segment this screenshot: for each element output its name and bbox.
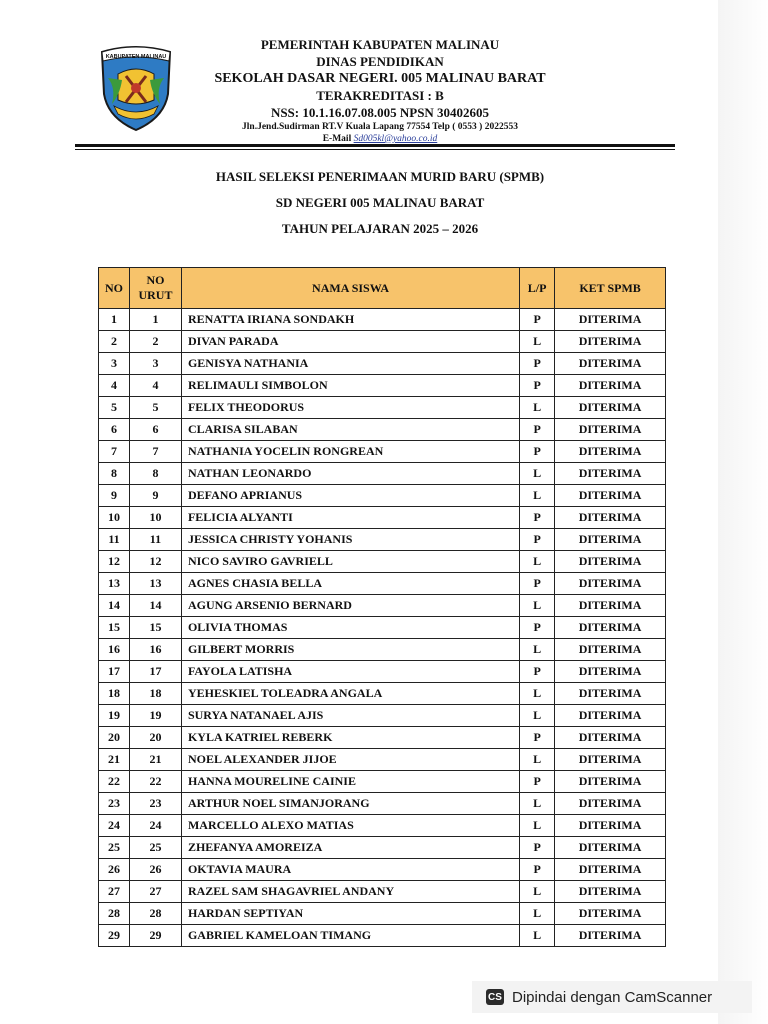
cell-nama: RELIMAULI SIMBOLON xyxy=(181,375,519,397)
cell-ket: DITERIMA xyxy=(555,705,666,727)
cell-ket: DITERIMA xyxy=(555,397,666,419)
dept-line: DINAS PENDIDIKAN xyxy=(316,54,444,69)
cell-urut: 9 xyxy=(129,485,181,507)
cell-lp: P xyxy=(520,573,555,595)
cell-ket: DITERIMA xyxy=(555,595,666,617)
cell-nama: FELICIA ALYANTI xyxy=(181,507,519,529)
cell-nama: RENATTA IRIANA SONDAKH xyxy=(181,309,519,331)
cell-nama: ARTHUR NOEL SIMANJORANG xyxy=(181,793,519,815)
camscanner-text: Dipindai dengan CamScanner xyxy=(512,988,713,1006)
cell-ket: DITERIMA xyxy=(555,925,666,947)
cell-no: 29 xyxy=(99,925,130,947)
cell-lp: L xyxy=(520,793,555,815)
cell-urut: 26 xyxy=(129,859,181,881)
cell-urut: 5 xyxy=(129,397,181,419)
table-row xyxy=(99,881,666,903)
table-row xyxy=(99,837,666,859)
cell-no: 4 xyxy=(99,375,130,397)
cell-ket: DITERIMA xyxy=(555,331,666,353)
cell-lp: L xyxy=(520,881,555,903)
cell-nama: HARDAN SEPTIYAN xyxy=(181,903,519,925)
document-title xyxy=(180,164,580,242)
cell-no: 27 xyxy=(99,881,130,903)
cell-urut: 11 xyxy=(129,529,181,551)
kabupaten-malinau-logo xyxy=(98,44,174,132)
table-row xyxy=(99,683,666,705)
cell-urut: 14 xyxy=(129,595,181,617)
cell-lp: P xyxy=(520,859,555,881)
cell-no: 6 xyxy=(99,419,130,441)
cell-nama: HANNA MOURELINE CAINIE xyxy=(181,771,519,793)
cell-lp: P xyxy=(520,419,555,441)
cell-ket: DITERIMA xyxy=(555,485,666,507)
cell-ket: DITERIMA xyxy=(555,507,666,529)
cell-lp: L xyxy=(520,551,555,573)
col-header-lp: L/P xyxy=(520,268,555,309)
cell-nama: RAZEL SAM SHAGAVRIEL ANDANY xyxy=(181,881,519,903)
gov-line: PEMERINTAH KABUPATEN MALINAU xyxy=(260,37,500,52)
cell-no: 9 xyxy=(99,485,130,507)
cell-lp: P xyxy=(520,727,555,749)
cell-lp: L xyxy=(520,925,555,947)
cell-lp: P xyxy=(520,441,555,463)
col-header-nama: NAMA SISWA xyxy=(181,268,519,309)
cell-ket: DITERIMA xyxy=(555,903,666,925)
cell-urut: 2 xyxy=(129,331,181,353)
cell-lp: L xyxy=(520,639,555,661)
cell-no: 19 xyxy=(99,705,130,727)
cell-ket: DITERIMA xyxy=(555,859,666,881)
cell-no: 8 xyxy=(99,463,130,485)
cell-lp: L xyxy=(520,595,555,617)
address: Jln.Jend.Sudirman RT.V Kuala Lapang 77554 Telp ( 0553 ) 2022553 xyxy=(242,122,518,132)
cell-nama: MARCELLO ALEXO MATIAS xyxy=(181,815,519,837)
table-row xyxy=(99,925,666,947)
cell-urut: 10 xyxy=(129,507,181,529)
cell-urut: 18 xyxy=(129,683,181,705)
cell-lp: P xyxy=(520,529,555,551)
cell-no: 26 xyxy=(99,859,130,881)
cell-urut: 8 xyxy=(129,463,181,485)
page-edge-shadow xyxy=(718,0,768,1024)
cell-lp: P xyxy=(520,353,555,375)
cell-ket: DITERIMA xyxy=(555,353,666,375)
cell-nama: NOEL ALEXANDER JIJOE xyxy=(181,749,519,771)
cell-nama: GILBERT MORRIS xyxy=(181,639,519,661)
cell-no: 16 xyxy=(99,639,130,661)
camscanner-icon: CS xyxy=(486,989,504,1005)
table-body xyxy=(99,309,666,947)
cell-ket: DITERIMA xyxy=(555,661,666,683)
title-line-1: HASIL SELEKSI PENERIMAAN MURID BARU (SPMB) xyxy=(215,169,545,184)
cell-lp: P xyxy=(520,309,555,331)
cell-no: 3 xyxy=(99,353,130,375)
cell-ket: DITERIMA xyxy=(555,881,666,903)
cell-ket: DITERIMA xyxy=(555,419,666,441)
cell-nama: OLIVIA THOMAS xyxy=(181,617,519,639)
cell-lp: P xyxy=(520,661,555,683)
col-header-no-urut xyxy=(129,268,181,309)
table-row xyxy=(99,903,666,925)
header-rule-thick xyxy=(75,144,675,147)
cell-no: 18 xyxy=(99,683,130,705)
cell-ket: DITERIMA xyxy=(555,639,666,661)
table-row xyxy=(99,859,666,881)
table-row xyxy=(99,771,666,793)
cell-nama: DEFANO APRIANUS xyxy=(181,485,519,507)
cell-ket: DITERIMA xyxy=(555,727,666,749)
cell-lp: L xyxy=(520,903,555,925)
cell-urut: 13 xyxy=(129,573,181,595)
table-row xyxy=(99,595,666,617)
table-row xyxy=(99,507,666,529)
school-name: SEKOLAH DASAR NEGERI. 005 MALINAU BARAT xyxy=(214,71,546,86)
cell-no: 12 xyxy=(99,551,130,573)
cell-lp: L xyxy=(520,683,555,705)
cell-nama: GABRIEL KAMELOAN TIMANG xyxy=(181,925,519,947)
header-rule-thin xyxy=(75,149,675,150)
accreditation: TERAKREDITASI : B xyxy=(316,88,444,103)
cell-no: 1 xyxy=(99,309,130,331)
cell-nama: AGUNG ARSENIO BERNARD xyxy=(181,595,519,617)
cell-nama: GENISYA NATHANIA xyxy=(181,353,519,375)
cell-no: 17 xyxy=(99,661,130,683)
cell-ket: DITERIMA xyxy=(555,617,666,639)
table-header-row xyxy=(99,268,666,309)
cell-no: 15 xyxy=(99,617,130,639)
cell-urut: 16 xyxy=(129,639,181,661)
cell-lp: P xyxy=(520,617,555,639)
cell-nama: CLARISA SILABAN xyxy=(181,419,519,441)
cell-lp: L xyxy=(520,705,555,727)
cell-no: 13 xyxy=(99,573,130,595)
cell-no: 7 xyxy=(99,441,130,463)
cell-nama: KYLA KATRIEL REBERK xyxy=(181,727,519,749)
table-row xyxy=(99,375,666,397)
cell-lp: L xyxy=(520,463,555,485)
letterhead xyxy=(180,36,580,145)
title-line-3: TAHUN PELAJARAN 2025 – 2026 xyxy=(281,221,479,236)
title-line-2: SD NEGERI 005 MALINAU BARAT xyxy=(275,195,485,210)
table-row xyxy=(99,639,666,661)
cell-nama: NICO SAVIRO GAVRIELL xyxy=(181,551,519,573)
nss-npsn: NSS: 10.1.16.07.08.005 NPSN 30402605 xyxy=(270,105,490,120)
cell-urut: 3 xyxy=(129,353,181,375)
table-row xyxy=(99,309,666,331)
col-header-no-urut-1: NO xyxy=(146,273,165,287)
cell-ket: DITERIMA xyxy=(555,529,666,551)
cell-urut: 21 xyxy=(129,749,181,771)
cell-lp: L xyxy=(520,815,555,837)
cell-no: 22 xyxy=(99,771,130,793)
table-row xyxy=(99,485,666,507)
table-row xyxy=(99,815,666,837)
table-row xyxy=(99,463,666,485)
cell-urut: 23 xyxy=(129,793,181,815)
cell-ket: DITERIMA xyxy=(555,683,666,705)
table-row xyxy=(99,617,666,639)
cell-urut: 24 xyxy=(129,815,181,837)
cell-nama: FELIX THEODORUS xyxy=(181,397,519,419)
table-row xyxy=(99,705,666,727)
cell-urut: 4 xyxy=(129,375,181,397)
cell-ket: DITERIMA xyxy=(555,463,666,485)
cell-nama: AGNES CHASIA BELLA xyxy=(181,573,519,595)
cell-lp: L xyxy=(520,331,555,353)
cell-lp: P xyxy=(520,771,555,793)
cell-ket: DITERIMA xyxy=(555,771,666,793)
cell-lp: L xyxy=(520,485,555,507)
cell-ket: DITERIMA xyxy=(555,749,666,771)
cell-no: 14 xyxy=(99,595,130,617)
cell-ket: DITERIMA xyxy=(555,837,666,859)
cell-no: 2 xyxy=(99,331,130,353)
cell-nama: NATHANIA YOCELIN RONGREAN xyxy=(181,441,519,463)
table-row xyxy=(99,749,666,771)
cell-urut: 27 xyxy=(129,881,181,903)
table-row xyxy=(99,573,666,595)
cell-urut: 20 xyxy=(129,727,181,749)
cell-ket: DITERIMA xyxy=(555,573,666,595)
col-header-no-urut-2: URUT xyxy=(138,288,173,302)
cell-lp: P xyxy=(520,837,555,859)
cell-nama: YEHESKIEL TOLEADRA ANGALA xyxy=(181,683,519,705)
cell-urut: 15 xyxy=(129,617,181,639)
cell-ket: DITERIMA xyxy=(555,441,666,463)
cell-urut: 1 xyxy=(129,309,181,331)
camscanner-watermark xyxy=(472,981,752,1013)
cell-ket: DITERIMA xyxy=(555,375,666,397)
cell-nama: OKTAVIA MAURA xyxy=(181,859,519,881)
cell-no: 25 xyxy=(99,837,130,859)
table-row xyxy=(99,397,666,419)
cell-no: 20 xyxy=(99,727,130,749)
cell-no: 23 xyxy=(99,793,130,815)
table-row xyxy=(99,551,666,573)
cell-ket: DITERIMA xyxy=(555,309,666,331)
cell-lp: L xyxy=(520,397,555,419)
table-row xyxy=(99,441,666,463)
cell-urut: 28 xyxy=(129,903,181,925)
table-row xyxy=(99,353,666,375)
table-row xyxy=(99,529,666,551)
cell-urut: 17 xyxy=(129,661,181,683)
cell-nama: JESSICA CHRISTY YOHANIS xyxy=(181,529,519,551)
table-row xyxy=(99,661,666,683)
cell-lp: L xyxy=(520,749,555,771)
cell-nama: DIVAN PARADA xyxy=(181,331,519,353)
cell-urut: 7 xyxy=(129,441,181,463)
col-header-no: NO xyxy=(99,268,130,309)
cell-nama: ZHEFANYA AMOREIZA xyxy=(181,837,519,859)
email-label: E-Mail xyxy=(322,134,352,144)
cell-no: 28 xyxy=(99,903,130,925)
cell-no: 21 xyxy=(99,749,130,771)
table-row xyxy=(99,727,666,749)
cell-nama: SURYA NATANAEL AJIS xyxy=(181,705,519,727)
cell-lp: P xyxy=(520,507,555,529)
cell-urut: 22 xyxy=(129,771,181,793)
cell-no: 10 xyxy=(99,507,130,529)
cell-no: 24 xyxy=(99,815,130,837)
table-row xyxy=(99,419,666,441)
cell-no: 11 xyxy=(99,529,130,551)
table-row xyxy=(99,793,666,815)
cell-nama: FAYOLA LATISHA xyxy=(181,661,519,683)
cell-ket: DITERIMA xyxy=(555,551,666,573)
cell-lp: P xyxy=(520,375,555,397)
cell-nama: NATHAN LEONARDO xyxy=(181,463,519,485)
col-header-ket: KET SPMB xyxy=(555,268,666,309)
cell-urut: 12 xyxy=(129,551,181,573)
cell-urut: 19 xyxy=(129,705,181,727)
cell-ket: DITERIMA xyxy=(555,815,666,837)
table-row xyxy=(99,331,666,353)
cell-no: 5 xyxy=(99,397,130,419)
cell-urut: 29 xyxy=(129,925,181,947)
email-link[interactable]: Sd005kl@yahoo.co.id xyxy=(353,134,438,144)
logo-text: KABUPATEN MALINAU xyxy=(105,54,167,60)
cell-urut: 6 xyxy=(129,419,181,441)
cell-ket: DITERIMA xyxy=(555,793,666,815)
student-table xyxy=(98,267,666,947)
cell-urut: 25 xyxy=(129,837,181,859)
